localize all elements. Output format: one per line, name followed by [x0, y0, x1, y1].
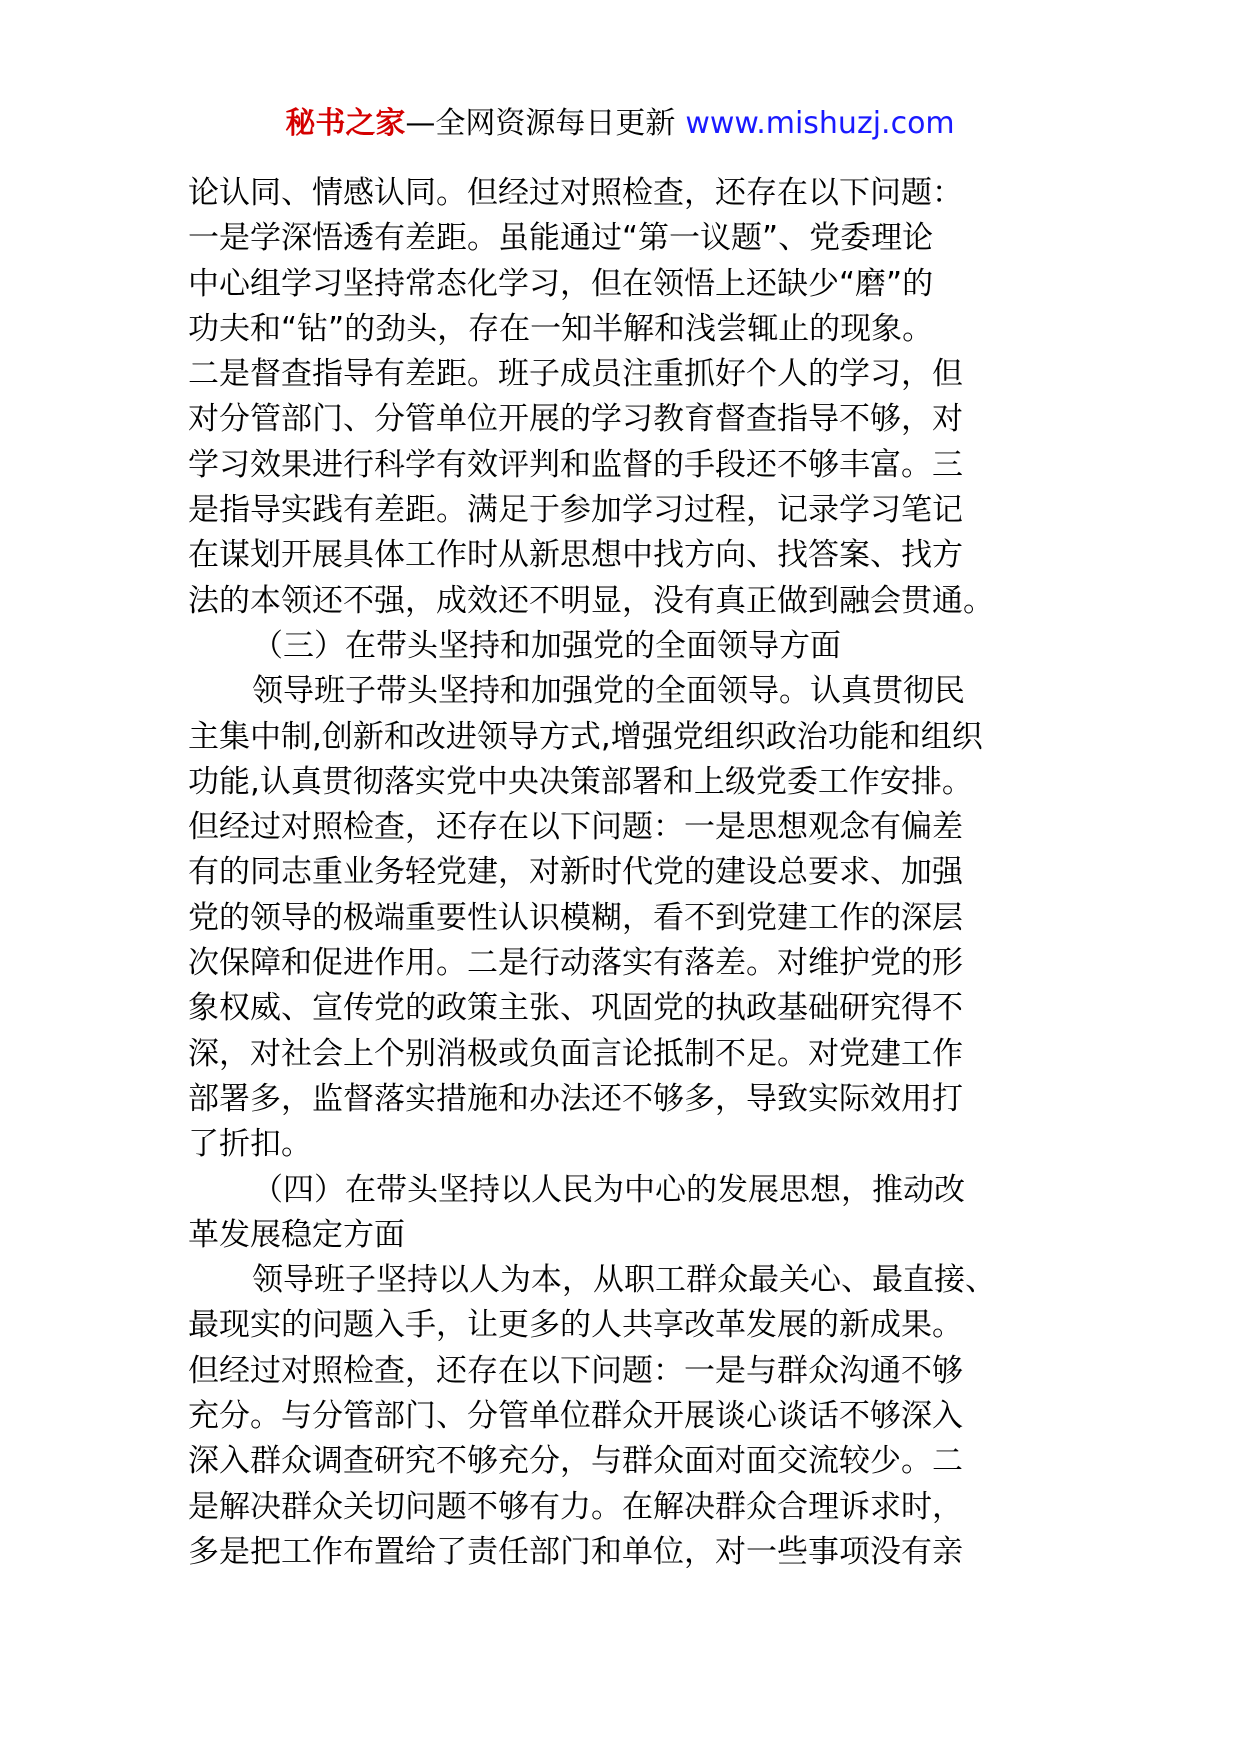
- text-line: 深入群众调查研究不够充分，与群众面对面交流较少。二: [188, 1443, 963, 1480]
- text-line: 一是学深悟透有差距。虽能通过“第一议题”、党委理论: [188, 220, 934, 257]
- text-line: 部署多，监督落实措施和办法还不够多，导致实际效用打: [188, 1080, 963, 1117]
- section-heading-4: （四）在带头坚持以人民为中心的发展思想，推动改: [252, 1171, 965, 1208]
- text-line: 但经过对照检查，还存在以下问题：一是与群众沟通不够: [188, 1352, 963, 1389]
- text-line: 学习效果进行科学有效评判和监督的手段还不够丰富。三: [188, 446, 963, 483]
- text-line: 深，对社会上个别消极或负面言论抵制不足。对党建工作: [188, 1035, 963, 1072]
- text-line: 在谋划开展具体工作时从新思想中找方向、找答案、找方: [188, 537, 963, 574]
- text-line: 有的同志重业务轻党建，对新时代党的建设总要求、加强: [188, 854, 963, 891]
- text-line: 充分。与分管部门、分管单位群众开展谈心谈话不够深入: [188, 1398, 963, 1435]
- text-line: 中心组学习坚持常态化学习，但在领悟上还缺少“磨”的: [188, 265, 934, 302]
- section-heading-3: （三）在带头坚持和加强党的全面领导方面: [252, 627, 841, 664]
- text-line: 论认同、情感认同。但经过对照检查，还存在以下问题：: [188, 175, 963, 211]
- text-line: 主集中制,创新和改进领导方式,增强党组织政治功能和组织: [188, 718, 983, 755]
- text-line: 次保障和促进作用。二是行动落实有落差。对维护党的形: [188, 945, 963, 982]
- text-line: 象权威、宣传党的政策主张、巩固党的执政基础研究得不: [188, 990, 963, 1027]
- text-line: 了折扣。: [188, 1126, 312, 1163]
- site-url-link[interactable]: www.mishuzj.com: [685, 106, 955, 141]
- text-line: 法的本领还不强，成效还不明显，没有真正做到融会贯通。: [188, 582, 994, 619]
- paragraph-start: 领导班子带头坚持和加强党的全面领导。认真贯彻民: [252, 673, 965, 710]
- paragraph-start: 领导班子坚持以人为本，从职工群众最关心、最直接、: [252, 1262, 996, 1299]
- text-line: 二是督查指导有差距。班子成员注重抓好个人的学习，但: [188, 356, 963, 393]
- text-line: 但经过对照检查，还存在以下问题：一是思想观念有偏差: [188, 809, 963, 846]
- text-line: 多是把工作布置给了责任部门和单位，对一些事项没有亲: [188, 1533, 963, 1570]
- site-slogan: —全网资源每日更新: [405, 106, 676, 141]
- text-line: 功夫和“钻”的劲头，存在一知半解和浅尝辄止的现象。: [188, 310, 934, 347]
- text-line: 对分管部门、分管单位开展的学习教育督查指导不够，对: [188, 401, 963, 438]
- text-line: 是解决群众关切问题不够有力。在解决群众合理诉求时，: [188, 1488, 963, 1525]
- text-line: 最现实的问题入手，让更多的人共享改革发展的新成果。: [188, 1307, 963, 1344]
- text-line: 是指导实践有差距。满足于参加学习过程，记录学习笔记: [188, 492, 963, 529]
- text-line: 党的领导的极端重要性认识模糊，看不到党建工作的深层: [188, 899, 963, 936]
- section-heading-4-continued: 革发展稳定方面: [188, 1216, 405, 1253]
- site-brand: 秘书之家: [285, 106, 406, 141]
- text-line: 功能,认真贯彻落实党中央决策部署和上级党委工作安排。: [188, 763, 973, 800]
- site-header: [0, 104, 1240, 144]
- document-body: [188, 171, 1068, 1575]
